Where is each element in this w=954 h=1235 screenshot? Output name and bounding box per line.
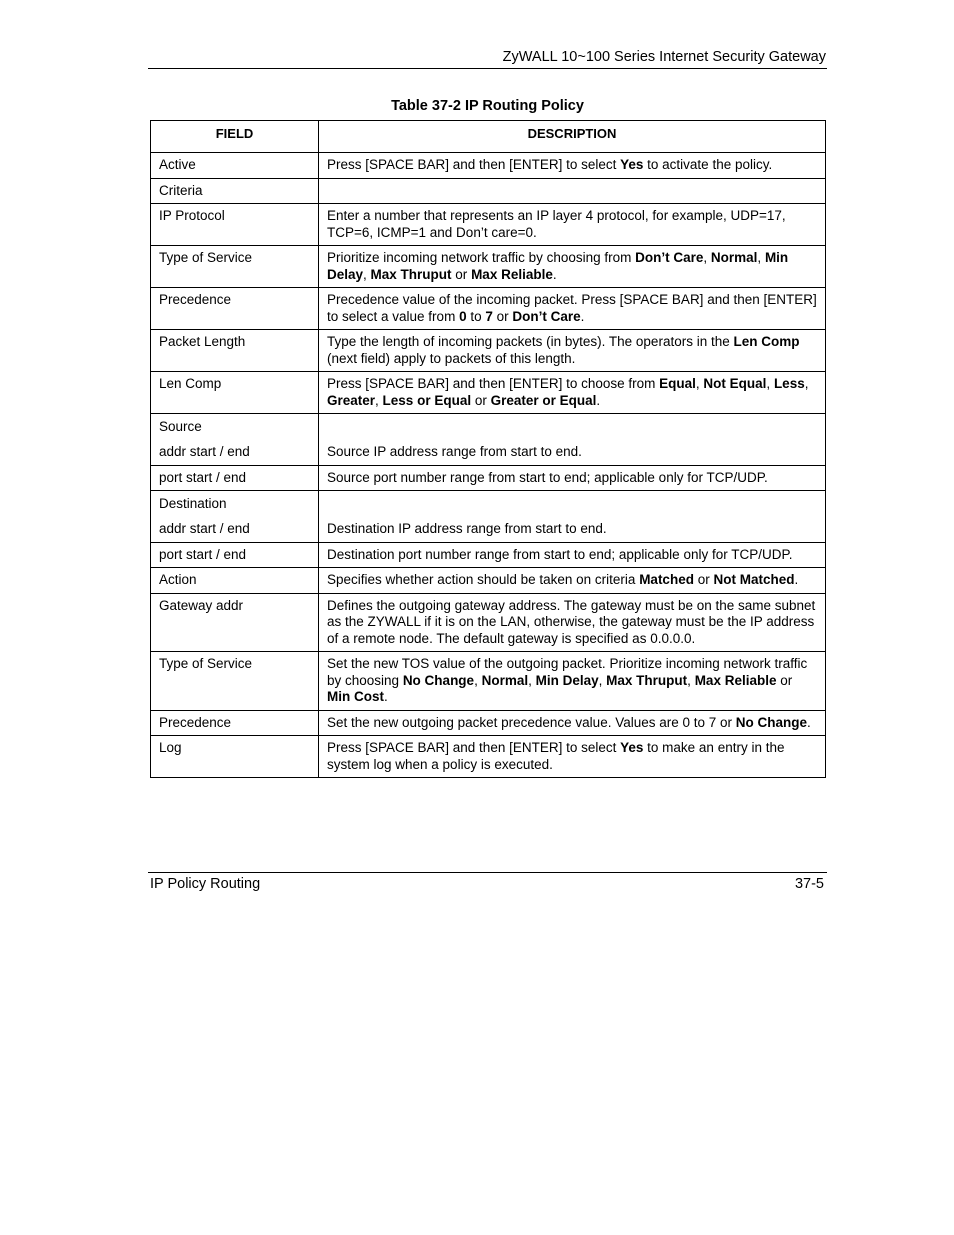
description-text: or [776, 672, 793, 688]
description-bold-text: Max Reliable [471, 266, 553, 282]
description-text: Precedence value of the incoming packet. Press [SPACE BAR] and then [ENTER] to select a value from [327, 292, 817, 324]
column-header-field: FIELD [151, 121, 319, 153]
table-row [151, 204, 826, 246]
table-caption: Table 37-2 IP Routing Policy [391, 98, 584, 114]
description-cell [319, 178, 826, 204]
field-cell [151, 414, 319, 466]
description-text: Destination IP address range from start to end. [327, 521, 607, 536]
description-text: Specifies whether action should be taken on criteria [327, 572, 640, 587]
table-row [151, 465, 826, 491]
description-cell [319, 372, 826, 414]
description-bold-text: Min Delay [327, 250, 789, 282]
field-cell [151, 652, 319, 711]
field-cell [151, 246, 319, 288]
description-bold-text: Don’t Care [512, 308, 581, 324]
footer-section-title: IP Policy Routing [150, 876, 261, 892]
table-header-row [151, 121, 826, 153]
description-bold-text: Matched [639, 572, 694, 587]
description-cell [319, 414, 826, 466]
description-text: , [703, 250, 711, 265]
description-cell [319, 652, 826, 711]
description-bold-text: Max Reliable [694, 672, 777, 688]
description-bold-text: Min Delay [535, 672, 599, 688]
description-bold-text: Normal [710, 250, 758, 265]
table-row [151, 330, 826, 372]
description-text: or [492, 308, 513, 324]
field-label: Gateway addr [159, 597, 244, 613]
description-text: or [451, 266, 472, 282]
description-text: . [384, 689, 388, 704]
field-label: Precedence [159, 714, 232, 730]
table-body [151, 153, 826, 778]
description-text: Set the new outgoing packet precedence value. Values are 0 to 7 or [327, 714, 736, 730]
description-text: Type the length of incoming packets (in bytes). The operators in the [327, 334, 734, 349]
field-label: port start / end [159, 469, 247, 485]
field-cell [151, 736, 319, 778]
description-bold-text: Greater or Equal [490, 392, 597, 408]
description-text: . [552, 266, 557, 282]
description-bold-text: No Change [402, 672, 475, 688]
field-cell [151, 593, 319, 652]
description-text: . [596, 392, 601, 408]
table-row [151, 491, 826, 543]
table-row [151, 710, 826, 736]
description-bold-text: Less [773, 376, 805, 391]
table-row [151, 542, 826, 568]
description-text: . [807, 714, 811, 730]
description-text: Prioritize incoming network traffic by choosing from [327, 250, 636, 265]
description-bold-text: Less or Equal [382, 392, 472, 408]
description-text: Source IP address range from start to end. [327, 444, 582, 459]
field-cell [151, 710, 319, 736]
description-cell [319, 710, 826, 736]
field-label: Source [159, 419, 202, 434]
page-number: 37-5 [794, 876, 824, 892]
description-text: , [363, 266, 371, 282]
table-row [151, 414, 826, 466]
description-text: to [466, 308, 486, 324]
description-text: , [757, 250, 765, 265]
description-bold-text: 7 [485, 308, 493, 324]
description-bold-text: Not Equal [703, 376, 767, 391]
table-row [151, 178, 826, 204]
description-bold-text: Len Comp [733, 334, 800, 349]
description-cell [319, 491, 826, 543]
field-cell [151, 372, 319, 414]
description-text: or [693, 572, 714, 587]
table-row [151, 593, 826, 652]
description-bold-text: Yes [620, 740, 644, 755]
table-row [151, 372, 826, 414]
description-text: to make an entry in the system log when a policy is executed. [327, 740, 785, 772]
description-bold-text: 0 [459, 308, 467, 324]
description-text: Source port number range from start to end; applicable only for TCP/UDP. [327, 469, 768, 485]
field-cell [151, 178, 319, 204]
description-text: or [471, 392, 491, 408]
description-text: Press [SPACE BAR] and then [ENTER] to select [327, 157, 621, 172]
description-text: . [580, 308, 585, 324]
description-bold-text: Max Thruput [606, 672, 688, 688]
field-label: port start / end [159, 546, 247, 562]
description-bold-text: Yes [620, 157, 644, 172]
field-label: addr start / end [159, 444, 250, 459]
field-label: addr start / end [159, 521, 250, 536]
description-cell [319, 593, 826, 652]
description-cell [319, 288, 826, 330]
description-text: , [528, 672, 536, 688]
running-header: ZyWALL 10~100 Series Internet Security Gateway [502, 49, 826, 65]
field-label: Type of Service [159, 250, 253, 265]
description-bold-text: Normal [481, 672, 529, 688]
description-text: Enter a number that represents an IP layer 4 protocol, for example, UDP=17, TCP=6, ICMP=1 and Don’t care=0. [327, 208, 786, 240]
column-header-description: DESCRIPTION [319, 121, 826, 153]
description-bold-text: Greater [327, 392, 376, 408]
description-text: , [474, 672, 482, 688]
description-bold-text: Don’t Care [635, 250, 704, 265]
description-cell [319, 736, 826, 778]
field-label: Action [159, 572, 197, 587]
description-text: , [804, 376, 809, 391]
field-label: Criteria [159, 182, 203, 198]
description-cell [319, 542, 826, 568]
description-text: (next field) apply to packets of this length. [327, 350, 576, 366]
description-bold-text: Equal [659, 376, 696, 391]
description-cell [319, 330, 826, 372]
field-cell [151, 204, 319, 246]
footer-rule [148, 872, 827, 873]
description-bold-text: Not Matched [713, 572, 795, 587]
description-text: . [794, 572, 799, 587]
description-text: , [766, 376, 774, 391]
field-cell [151, 491, 319, 543]
description-bold-text: No Change [735, 714, 808, 730]
field-label: Len Comp [159, 376, 222, 391]
description-spacer [327, 496, 817, 513]
field-cell [151, 330, 319, 372]
description-spacer [327, 419, 817, 436]
field-label: Precedence [159, 292, 232, 307]
field-cell [151, 568, 319, 594]
description-text: to activate the policy. [643, 157, 773, 172]
field-cell [151, 288, 319, 330]
table-row [151, 736, 826, 778]
field-label: Active [159, 157, 196, 172]
description-bold-text: Max Thruput [370, 266, 452, 282]
ip-routing-policy-table [150, 120, 826, 778]
field-label: Destination [159, 496, 227, 511]
description-text: Press [SPACE BAR] and then [ENTER] to select [327, 740, 621, 755]
header-rule [148, 68, 827, 69]
table-row [151, 288, 826, 330]
description-cell [319, 465, 826, 491]
table-row [151, 568, 826, 594]
description-cell [319, 204, 826, 246]
description-text: , [687, 672, 695, 688]
table-row [151, 652, 826, 711]
field-cell [151, 465, 319, 491]
field-label: Packet Length [159, 334, 246, 349]
field-cell [151, 542, 319, 568]
table-row [151, 246, 826, 288]
description-cell [319, 246, 826, 288]
description-cell [319, 153, 826, 179]
table-row [151, 153, 826, 179]
description-cell [319, 568, 826, 594]
description-text: Defines the outgoing gateway address. The gateway must be on the same subnet as the ZYWALL if it is on the LAN, otherwise, the gateway must be the IP address of a remote node. The default gateway is specified as 0.0.0.0. [327, 597, 816, 646]
description-text: Destination port number range from start to end; applicable only for TCP/UDP. [327, 546, 793, 562]
field-cell [151, 153, 319, 179]
description-bold-text: Min Cost [327, 689, 384, 704]
description-text: , [695, 376, 704, 391]
field-label: IP Protocol [159, 208, 225, 223]
description-text: , [375, 392, 383, 408]
description-text: Set the new TOS value of the outgoing packet. Prioritize incoming network traffic by choosing [327, 656, 808, 688]
description-text: , [598, 672, 607, 688]
field-label: Log [159, 740, 182, 755]
description-text: Press [SPACE BAR] and then [ENTER] to choose from [327, 376, 660, 391]
field-label: Type of Service [159, 656, 253, 671]
